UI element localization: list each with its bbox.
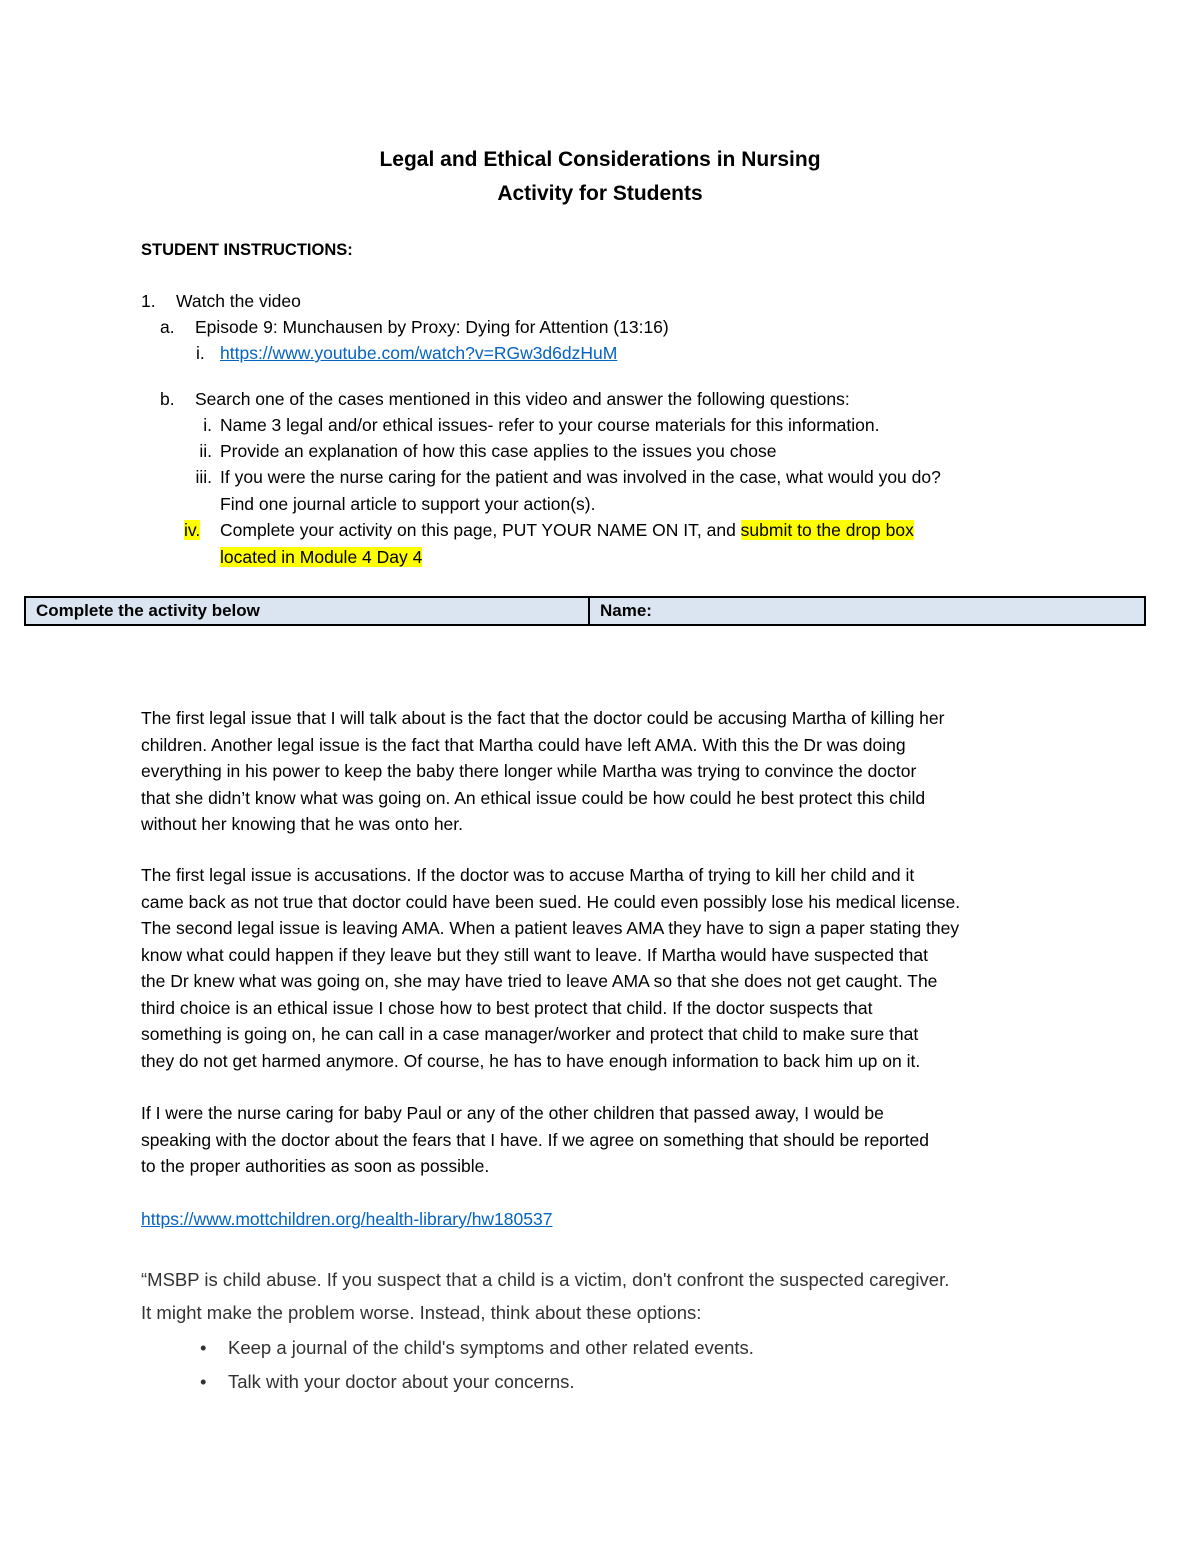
question-explanation: Provide an explanation of how this case applies to the issues you chose — [220, 441, 777, 461]
text-line: that she didn’t know what was going on. An ethical issue could be how could he best protect this child — [141, 787, 926, 808]
text-line: The first legal issue that I will talk about is the fact that the doctor could be accusing Martha of killing her — [141, 708, 945, 728]
list-item-episode: Episode 9: Munchausen by Proxy: Dying for Attention (13:16) — [195, 317, 669, 337]
list-marker-a-i: i. — [196, 343, 205, 363]
question-nurse-action-cont: Find one journal article to support your action(s). — [220, 494, 596, 514]
text-line: without her knowing that he was onto her. — [141, 814, 464, 834]
list-marker-b-ii: ii. — [199, 441, 212, 461]
list-item — [200, 1331, 754, 1364]
list-marker-b-iv — [184, 517, 200, 543]
text-line: they do not get harmed anymore. Of course, he has to have enough information to back him up on it. — [141, 1050, 921, 1071]
text-line: speaking with the doctor about the fears that I have. If we agree on something that should be reported — [141, 1129, 930, 1150]
activity-header-table — [24, 596, 1146, 626]
document-subtitle: Activity for Students — [497, 182, 703, 205]
instructions-heading: STUDENT INSTRUCTIONS: — [141, 241, 353, 259]
reference-link[interactable]: https://www.mottchildren.org/health-library/hw180537 — [141, 1209, 553, 1229]
bullet-icon: • — [200, 1371, 207, 1392]
question-legal-issues: Name 3 legal and/or ethical issues- refer to your course materials for this information. — [220, 415, 880, 435]
name-label: Name: — [600, 601, 652, 620]
activity-label: Complete the activity below — [26, 598, 590, 624]
list-marker-1: 1. — [141, 291, 156, 311]
list-marker-b-iii: iii. — [195, 467, 212, 487]
list-marker-b-i: i. — [203, 415, 212, 435]
text-line: came back as not true that doctor could have been sued. He could even possibly lose his medical license. — [141, 891, 961, 912]
youtube-video-link[interactable]: https://www.youtube.com/watch?v=RGw3d6dzHuM — [220, 343, 618, 363]
list-item-search-case: Search one of the cases mentioned in this video and answer the following questions: — [195, 389, 850, 409]
list-marker-a: a. — [160, 317, 175, 337]
text-line: to the proper authorities as soon as possible. — [141, 1156, 490, 1176]
text-line: know what could happen if they leave but they still want to leave. If Martha would have suspected that — [141, 944, 928, 965]
module-highlight: located in Module 4 Day 4 — [220, 547, 423, 567]
submit-highlight: submit to the drop box — [740, 520, 914, 540]
document-title: Legal and Ethical Considerations in Nursing — [379, 148, 821, 171]
question-submit-cont — [220, 544, 422, 570]
answer-paragraph-1 — [141, 705, 1071, 838]
text-line: children. Another legal issue is the fact that Martha could have left AMA. With this the Dr was doing — [141, 734, 906, 755]
answer-paragraph-3 — [141, 1100, 1071, 1180]
bullet-text: Talk with your doctor about your concerns. — [228, 1371, 575, 1392]
answer-paragraph-2 — [141, 862, 1071, 1074]
list-marker-b: b. — [160, 389, 175, 409]
marker-highlight: iv. — [184, 520, 201, 540]
text-line: the Dr knew what was going on, she may have tried to leave AMA so that she does not get caught. The — [141, 971, 938, 991]
quoted-text — [141, 1263, 949, 1329]
question-submit — [220, 517, 914, 543]
bullet-text: Keep a journal of the child's symptoms and other related events. — [228, 1337, 754, 1358]
text-line: something is going on, he can call in a case manager/worker and protect that child to make sure that — [141, 1024, 919, 1044]
text-line: everything in his power to keep the baby there longer while Martha was trying to convince the doctor — [141, 761, 917, 781]
quote-line: It might make the problem worse. Instead, think about these options: — [141, 1302, 702, 1323]
quote-line: “MSBP is child abuse. If you suspect that a child is a victim, don't confront the suspected caregiver. — [141, 1269, 950, 1290]
question-nurse-action: If you were the nurse caring for the patient and was involved in the case, what would you do? — [220, 467, 941, 487]
text-line: If I were the nurse caring for baby Paul or any of the other children that passed away, I would be — [141, 1103, 884, 1123]
list-item-watch-video: Watch the video — [176, 291, 301, 311]
text-line: third choice is an ethical issue I chose how to best protect that child. If the doctor suspects that — [141, 997, 873, 1018]
submit-instruction-text: Complete your activity on this page, PUT YOUR NAME ON IT, and — [220, 520, 741, 540]
text-line: The second legal issue is leaving AMA. When a patient leaves AMA they have to sign a paper stating they — [141, 918, 960, 938]
list-item — [200, 1365, 575, 1398]
bullet-icon: • — [200, 1337, 207, 1358]
text-line: The first legal issue is accusations. If the doctor was to accuse Martha of trying to kill her child and it — [141, 865, 915, 885]
